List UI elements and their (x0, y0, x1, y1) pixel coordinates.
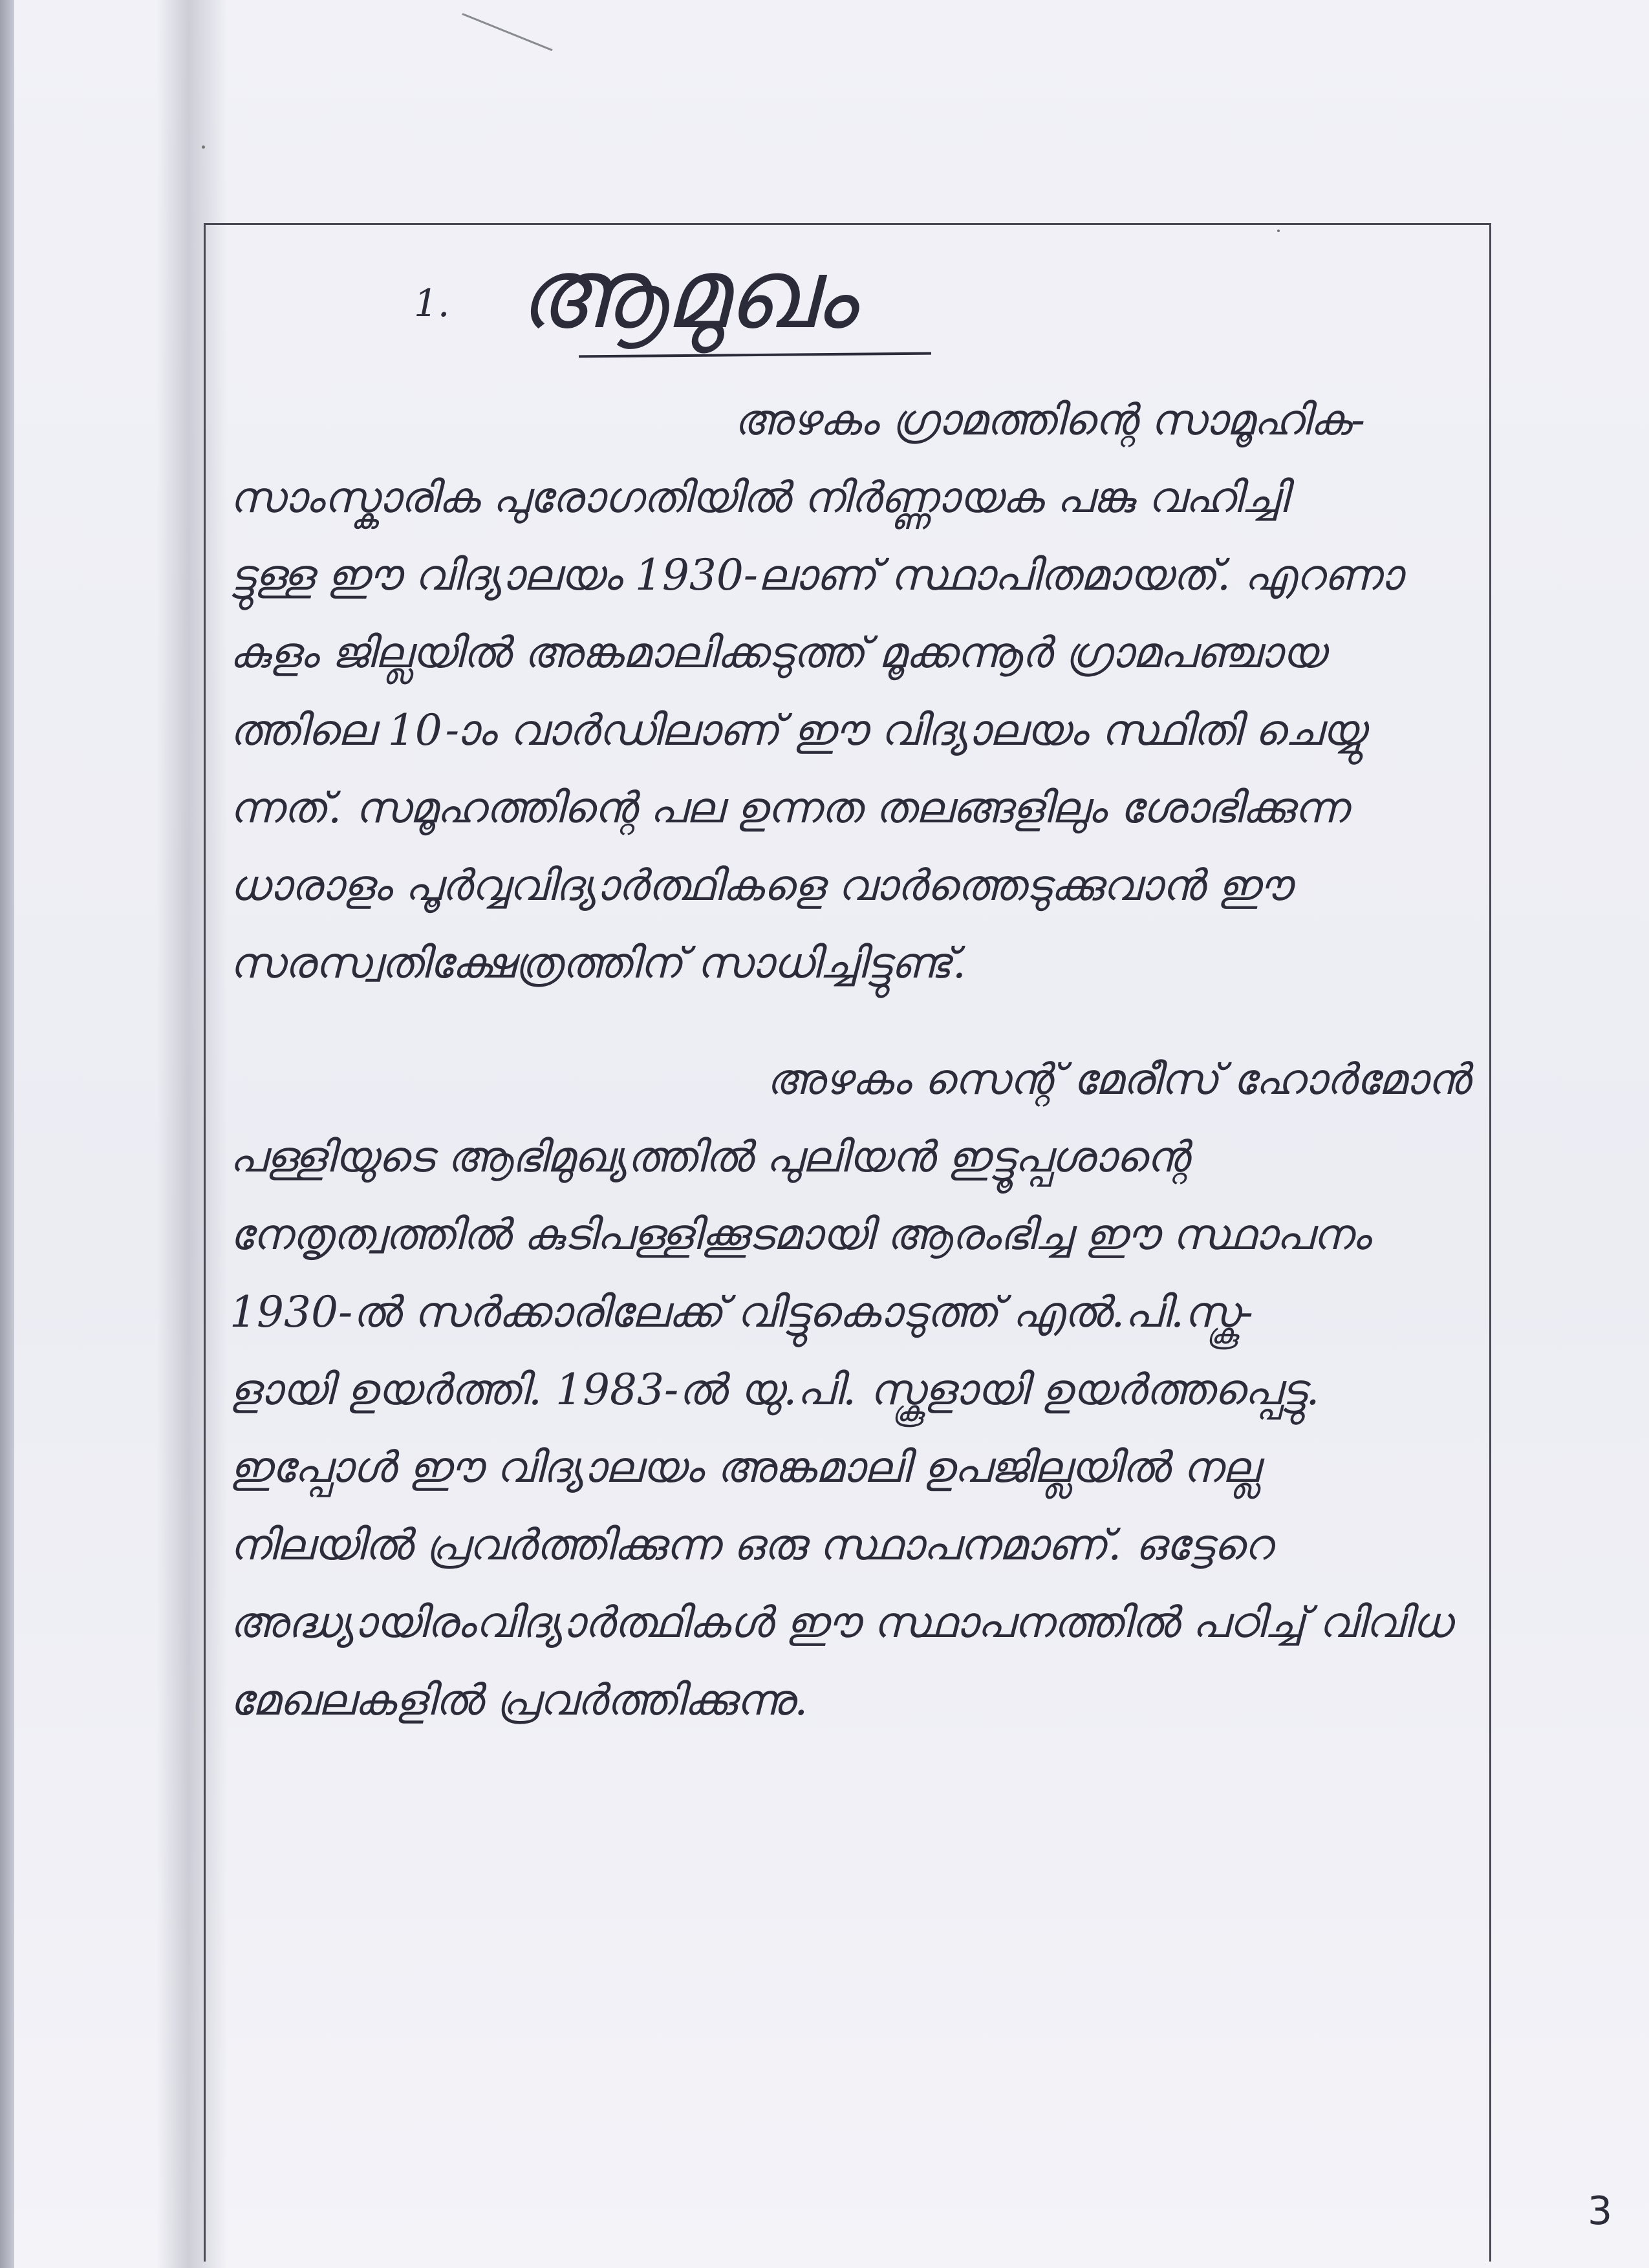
text-line: പള്ളിയുടെ ആഭിമുഖ്യത്തിൽ പുലിയൻ ഇട്ടൂപ്പശാന്റെ (230, 1132, 1189, 1182)
text-line: ളായി ഉയർത്തി. 1983-ൽ യു.പി. സ്കൂളായി ഉയർത്തപ്പെട്ടു. (230, 1365, 1320, 1415)
text-line: കുളം ജില്ലയിൽ അങ്കമാലിക്കടുത്ത് മൂക്കന്നൂർ ഗ്രാമപഞ്ചായ (230, 628, 1326, 678)
text-line: ഇപ്പോൾ ഈ വിദ്യാലയം അങ്കമാലി ഉപജില്ലയിൽ നല്ല (230, 1442, 1259, 1492)
text-line: ന്നത്. സമൂഹത്തിന്റെ പല ഉന്നത തലങ്ങളിലും ശോഭിക്കുന്ന (230, 783, 1348, 833)
paragraph-gap (230, 1002, 1491, 1041)
scan-edge (0, 0, 14, 2268)
text-line: 1930-ൽ സർക്കാരിലേക്ക് വിട്ടുകൊടുത്ത് എൽ.പി.സ്കൂ- (230, 1287, 1253, 1337)
ink-speck (202, 145, 205, 149)
text-line: അഴകം സെന്റ് മേരീസ് ഹോർമോൻ (766, 1054, 1470, 1104)
paragraph-2 (230, 1041, 1491, 1739)
chapter-heading (414, 233, 1061, 362)
text-line: സരസ്വതിക്ഷേത്രത്തിന് സാധിച്ചിട്ടുണ്ട്. (230, 938, 966, 988)
text-line: ധാരാളം പൂർവ്വവിദ്യാർത്ഥികളെ വാർത്തെടുക്കുവാൻ ഈ (230, 861, 1291, 910)
text-line: അദ്ധ്യായിരംവിദ്യാർത്ഥികൾ ഈ സ്ഥാപനത്തിൽ പഠിച്ച് വിവിധ (230, 1598, 1452, 1647)
text-line: ത്തിലെ 10-ാം വാർഡിലാണ് ഈ വിദ്യാലയം സ്ഥിതി ചെയ്യു (230, 705, 1366, 755)
page-number: 3 (1588, 2188, 1613, 2234)
body-text (230, 381, 1491, 1739)
paragraph-1 (230, 381, 1491, 1002)
text-line: ട്ടുള്ള ഈ വിദ്യാലയം 1930-ലാണ് സ്ഥാപിതമായത്. എറണാ (230, 550, 1403, 600)
text-line: മേഖലകളിൽ പ്രവർത്തിക്കുന്നു. (230, 1675, 808, 1725)
chapter-number: 1. (414, 281, 450, 325)
text-line: നിലയിൽ പ്രവർത്തിക്കുന്ന ഒരു സ്ഥാപനമാണ്. ഒട്ടേറെ (230, 1520, 1273, 1570)
text-line: നേതൃത്വത്തിൽ കുടിപള്ളിക്കൂടമായി ആരംഭിച്ച ഈ സ്ഥാപനം (230, 1210, 1370, 1259)
chapter-title: ആമുഖം (517, 238, 855, 350)
text-line: അഴകം ഗ്രാമത്തിന്റെ സാമൂഹിക- (734, 395, 1366, 445)
text-line: സാംസ്കാരിക പുരോഗതിയിൽ നിർണ്ണായക പങ്കു വഹിച്ചി (230, 473, 1288, 522)
